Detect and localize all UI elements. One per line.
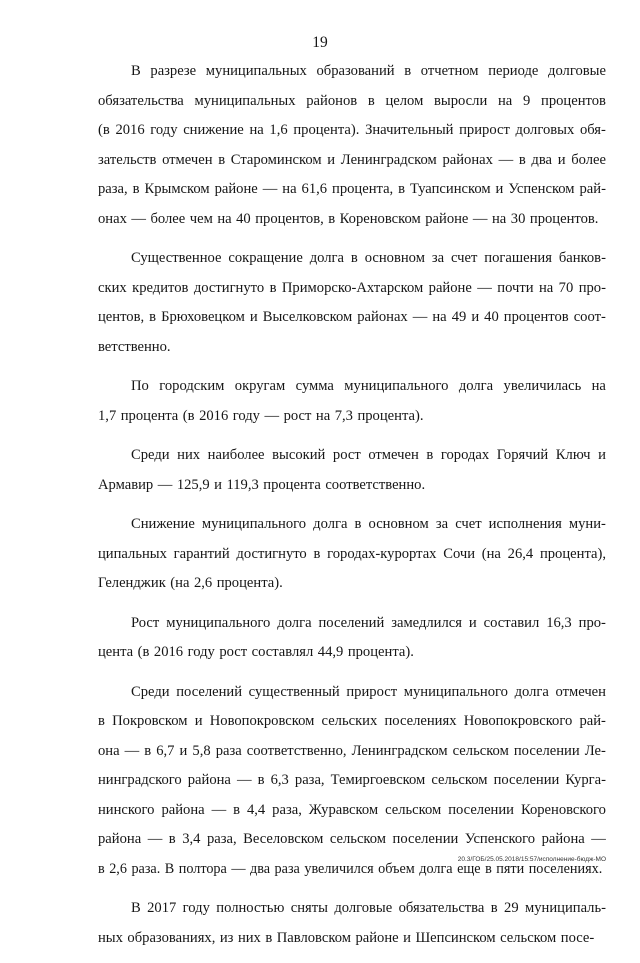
text-line: 1,7 процента (в 2016 году — рост на 7,3 процента).: [98, 407, 424, 424]
text-line: Среди поселений существенный прирост муниципального долга отмечен: [131, 683, 606, 700]
paragraph: [98, 609, 606, 668]
text-line: района — в 3,4 раза, Веселовском сельском поселении Успенского района —: [98, 831, 606, 847]
text-line: Рост муниципального долга поселений замедлился и составил 16,3 про-: [131, 614, 606, 631]
page-number: 19: [312, 34, 328, 51]
text-line: в 2,6 раза. В полтора — два раза увеличился объем долга еще в пяти поселениях.: [98, 860, 603, 877]
text-line: обязательства муниципальных районов в целом выросли на 9 процентов: [98, 92, 606, 109]
paragraph: [98, 372, 606, 431]
text-line: Армавир — 125,9 и 119,3 процента соответственно.: [98, 476, 426, 493]
text-line: раза, в Крымском районе — на 61,6 процента, в Туапсинском и Успенском рай-: [98, 181, 606, 197]
text-line: (в 2016 году снижение на 1,6 процента). Значительный прирост долговых обя-: [98, 122, 606, 138]
text-line: нинградского района — в 6,3 раза, Темиргоевском сельском поселении Курга-: [98, 772, 606, 788]
body-text: [98, 57, 606, 963]
text-line: ных образованиях, из них в Павловском районе и Шепсинском сельском посе-: [98, 929, 595, 946]
text-line: центов, в Брюховецком и Выселковском районах — на 49 и 40 процентов соот-: [98, 309, 606, 325]
text-line: Существенное сокращение долга в основном за счет погашения банков-: [131, 250, 606, 266]
text-line: В разрезе муниципальных образований в отчетном периоде долговые: [131, 63, 606, 79]
text-line: нинского района — в 4,4 раза, Журавском сельском поселении Кореновского: [98, 801, 606, 818]
text-line: в Покровском и Новопокровском сельских поселениях Новопокровского рай-: [98, 713, 606, 729]
text-line: цента (в 2016 году рост составлял 44,9 процента).: [98, 644, 414, 660]
paragraph: [98, 441, 606, 500]
text-line: ских кредитов достигнуто в Приморско-Ахтарском районе — почти на 70 про-: [98, 279, 606, 296]
paragraph: [98, 244, 606, 362]
text-line: Геленджик (на 2,6 процента).: [98, 575, 283, 591]
text-line: ципальных гарантий достигнуто в городах-курортах Сочи (на 26,4 процента),: [98, 545, 606, 562]
text-line: По городским округам сумма муниципального долга увеличилась на: [131, 378, 606, 394]
text-line: Среди них наиболее высокий рост отмечен в городах Горячий Ключ и: [131, 447, 606, 463]
text-line: В 2017 году полностью сняты долговые обязательства в 29 муниципаль-: [131, 900, 606, 916]
paragraph: [98, 510, 606, 599]
text-line: ветственно.: [98, 338, 171, 355]
paragraph: [98, 57, 606, 234]
text-line: онах — более чем на 40 процентов, в Кореновском районе — на 30 процентов.: [98, 210, 599, 227]
text-line: она — в 6,7 и 5,8 раза соответственно, Ленинградском сельском поселении Ле-: [98, 742, 606, 759]
footer-stamp: 20.3/ГОБ/25.05.2018/15:57/исполнение-бюдж-МО: [457, 856, 606, 863]
paragraph: [98, 894, 606, 953]
text-line: зательств отмечен в Староминском и Ленинградском районах — в два и более: [98, 151, 606, 168]
paragraph: [98, 678, 606, 885]
text-line: Снижение муниципального долга в основном за счет исполнения муни-: [131, 516, 606, 532]
